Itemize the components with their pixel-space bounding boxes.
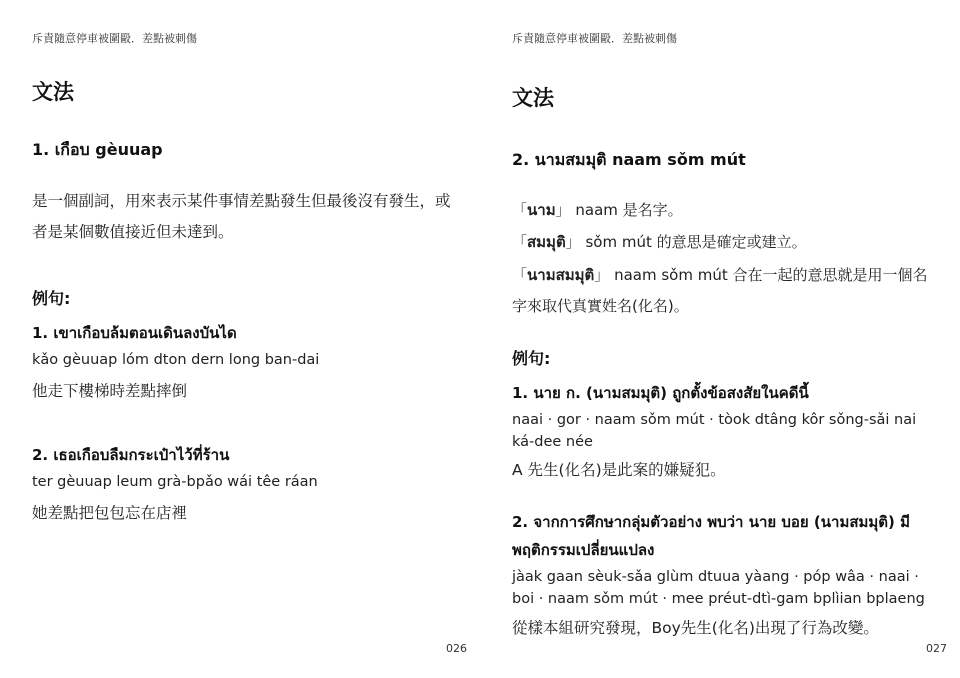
- example-thai: 1. นาย ก. (นามสมมุติ) ถูกตั้งข้อสงสัยในคดีนี้: [512, 384, 809, 402]
- right-page: [480, 0, 960, 678]
- section-title: 文法: [512, 86, 554, 110]
- grammar-point-heading: 2. นามสมมุติ naam sǒm mút: [512, 150, 746, 169]
- examples-label: 例句:: [32, 289, 71, 308]
- page-number: 027: [926, 642, 947, 655]
- example-thai: 1. เขาเกือบล้มตอนเดินลงบันได: [32, 324, 237, 342]
- page-number: 026: [446, 642, 467, 655]
- example-thai: 2. จากการศึกษากลุ่มตัวอย่าง พบว่า นาย บอย (นามสมมุติ) มีพฤติกรรมเปลี่ยนแปลง: [512, 513, 910, 559]
- definition-line: 「นามสมมุติ」 naam sǒm mút 合在一起的意思就是用一個名字來取代真實姓名(化名)。: [512, 266, 928, 315]
- example-chinese: 從樣本組研究發現，Boy先生(化名)出現了行為改變。: [512, 619, 879, 637]
- example-chinese: 他走下樓梯時差點摔倒: [32, 382, 188, 400]
- grammar-point-heading: 1. เกือบ gèuuap: [32, 140, 163, 159]
- examples-label: 例句:: [512, 349, 551, 368]
- running-head: 斥責隨意停車被圍毆．差點被刺傷: [32, 32, 197, 45]
- section-title: 文法: [32, 80, 74, 104]
- example-romanization: ter gèuuap leum grà-bpǎo wái têe ráan: [32, 474, 318, 490]
- example-chinese: 她差點把包包忘在店裡: [32, 504, 188, 522]
- example-thai: 2. เธอเกือบลืมกระเป๋าไว้ที่ร้าน: [32, 446, 230, 464]
- running-head: 斥責隨意停車被圍毆．差點被刺傷: [512, 32, 677, 45]
- example-romanization: jàak gaan sèuk-sǎa glùm dtuua yàang · póp wâa · naai · boi · naam sǒm mút · mee préut-dtì-gam bplìian bplaeng: [512, 569, 925, 607]
- explanation-text: 是一個副詞，用來表示某件事情差點發生但最後沒有發生，或者是某個數值接近但未達到。: [32, 192, 451, 241]
- example-romanization: naai · gor · naam sǒm mút · tòok dtâng kôr sǒng-sǎi nai ká-dee née: [512, 412, 917, 450]
- example-romanization: kǎo gèuuap lóm dton dern long ban-dai: [32, 352, 320, 368]
- definition-line: 「สมมุติ」 sǒm mút 的意思是確定或建立。: [512, 233, 807, 251]
- definition-line: 「นาม」 naam 是名字。: [512, 201, 683, 219]
- example-chinese: A 先生(化名)是此案的嫌疑犯。: [512, 461, 726, 479]
